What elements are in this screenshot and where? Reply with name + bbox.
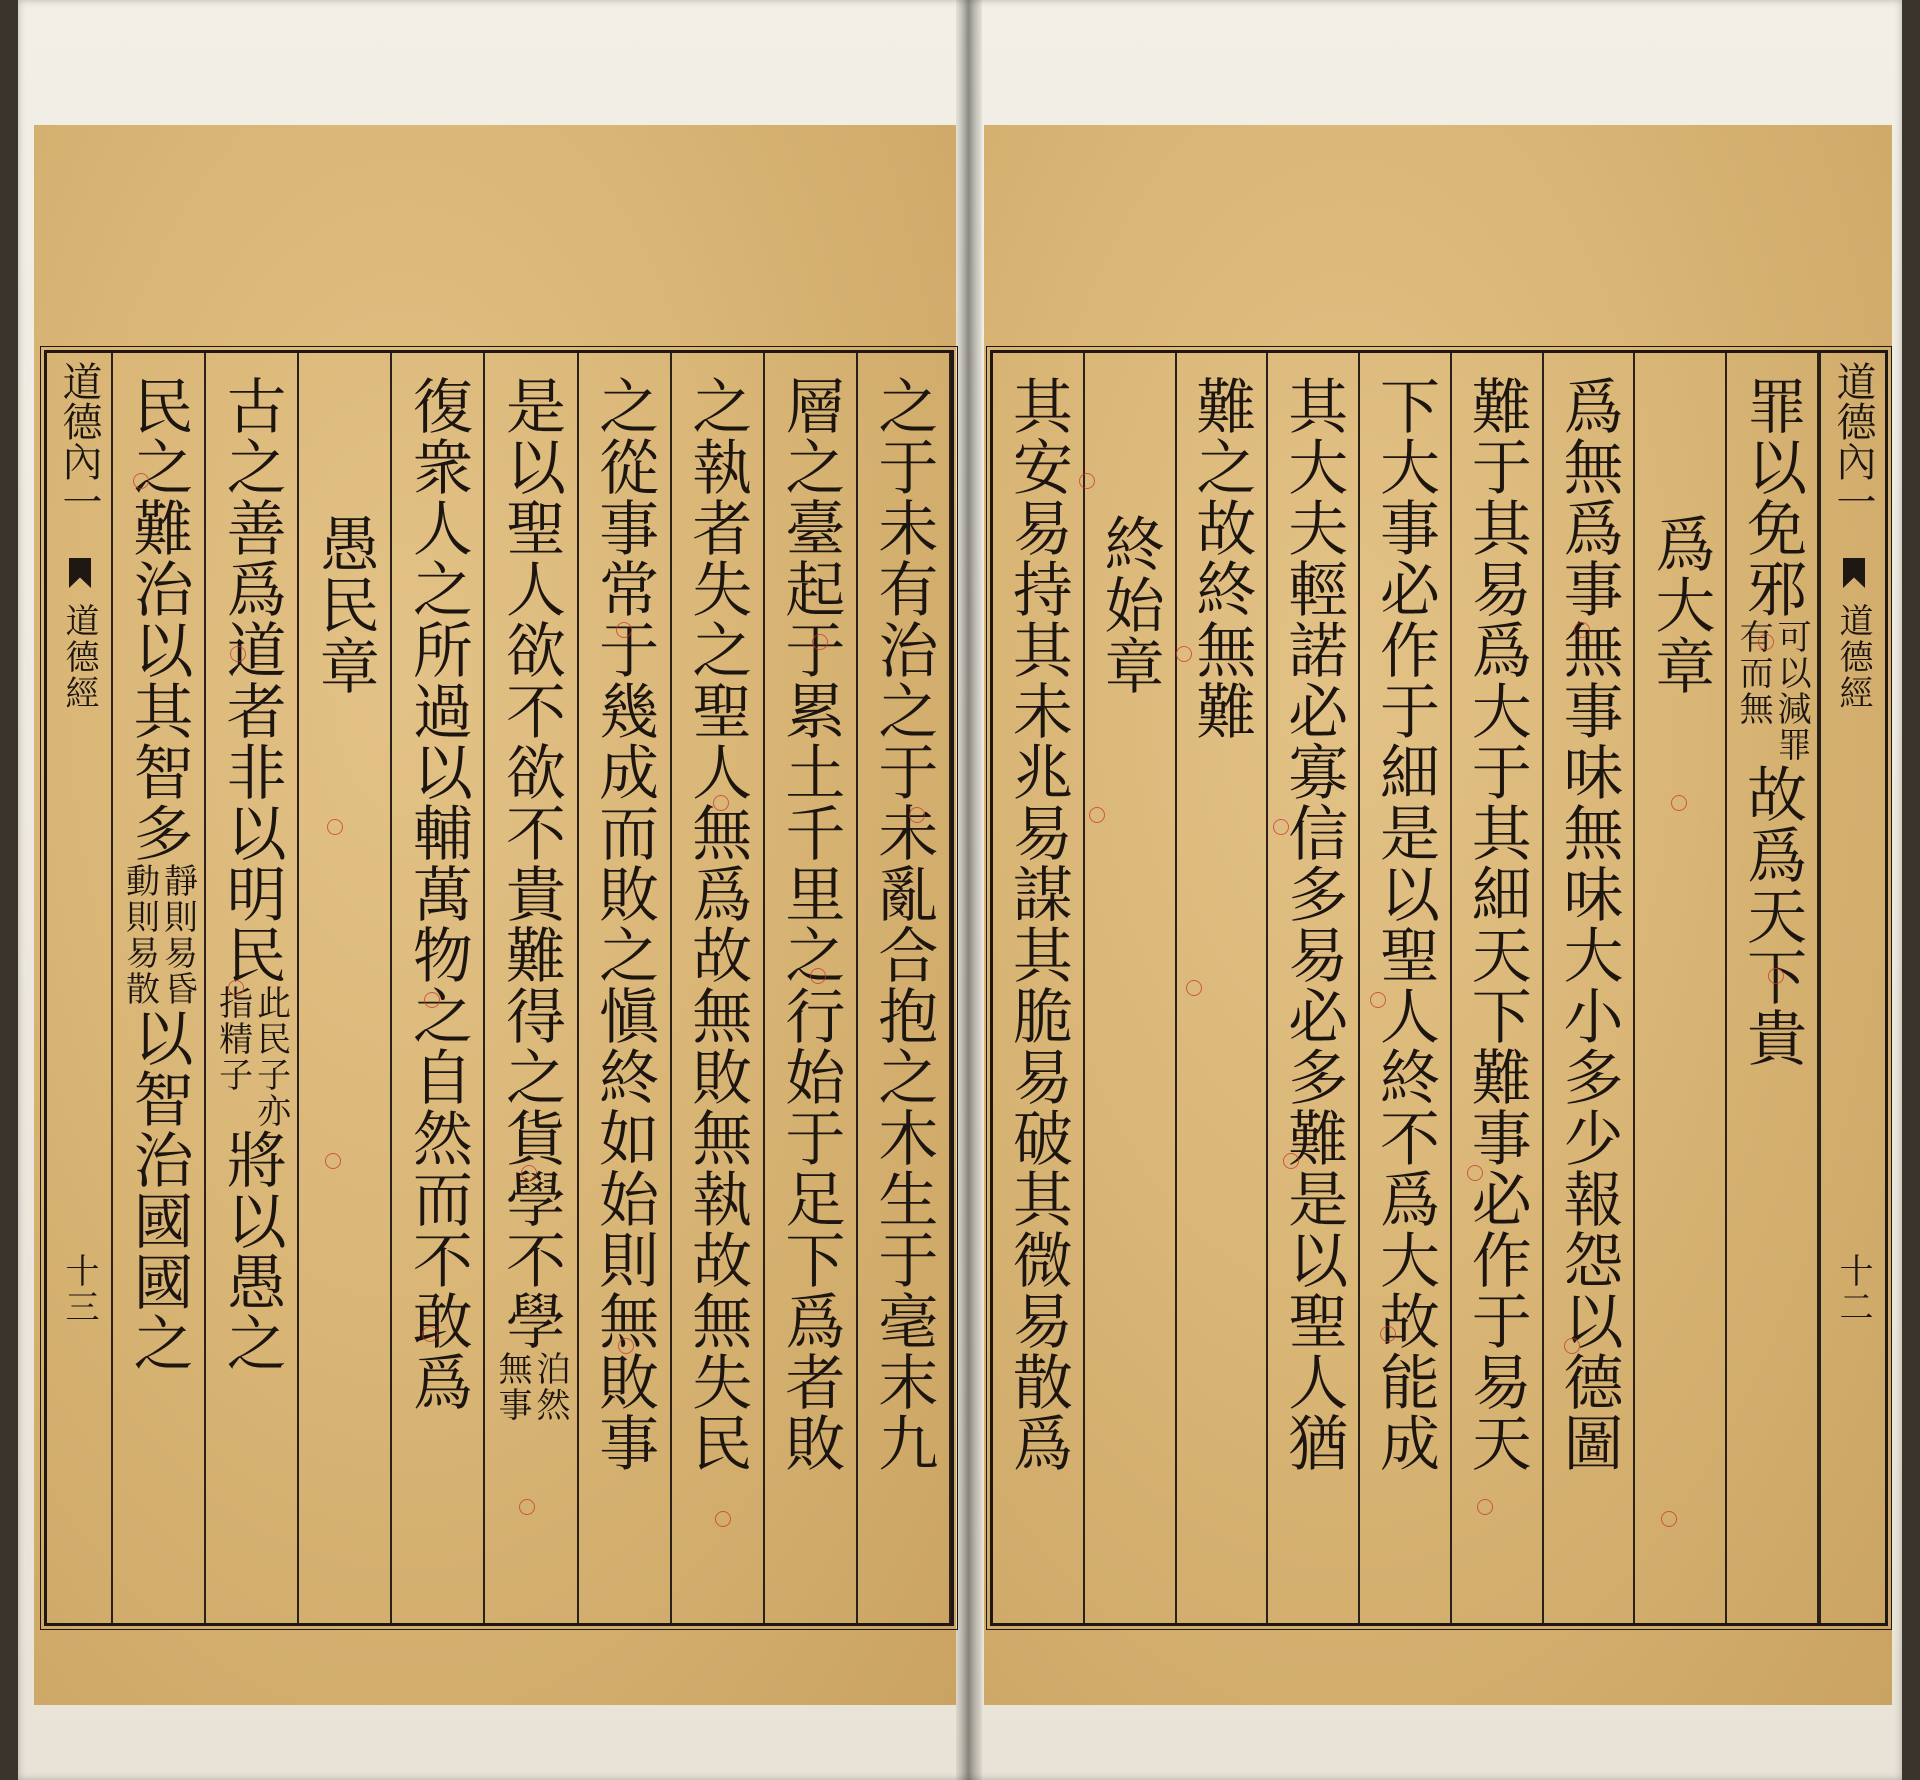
left-note-line: 靜則易昏 [157, 863, 198, 1007]
left-column [672, 353, 765, 1623]
right-column [1635, 353, 1727, 1623]
right-red-punctuation-mark [1671, 795, 1687, 811]
right-main-text: 其安易持其未兆易謀其脆易破其微易散爲 [1002, 375, 1073, 1473]
left-interlinear-note [212, 985, 291, 1129]
left-margin-title: 道德內一 [56, 361, 102, 521]
right-red-punctuation-mark [1176, 646, 1192, 662]
left-main-text: 層之臺起于累土千里之行始于足下爲者敗 [775, 375, 846, 1473]
right-red-punctuation-mark [1564, 1338, 1580, 1354]
left-red-punctuation-mark [230, 646, 246, 662]
left-note-line: 動則易散 [119, 863, 160, 1007]
right-red-punctuation-mark [1186, 980, 1202, 996]
right-column [1268, 353, 1360, 1623]
right-column-text [1186, 375, 1257, 741]
left-main-text-continued: 以智治國國之 [123, 1007, 194, 1373]
left-main-text: 愚民章 [309, 513, 380, 696]
left-column-text [402, 375, 473, 1412]
right-main-text: 其大夫輕諾必寡信多易必多難是以聖人猶 [1278, 375, 1349, 1473]
right-column [1452, 353, 1544, 1623]
right-red-punctuation-mark [1370, 992, 1386, 1008]
left-column-text [682, 375, 753, 1473]
right-column-text [1094, 513, 1165, 696]
left-column [858, 353, 951, 1623]
left-note-line: 泊然 [529, 1351, 570, 1423]
right-column-text [1369, 375, 1440, 1473]
right-red-punctuation-mark [1661, 1511, 1677, 1527]
right-column-text [1461, 375, 1532, 1473]
right-main-text: 爲大章 [1645, 513, 1716, 696]
left-red-punctuation-mark [422, 1326, 438, 1342]
left-column [392, 353, 485, 1623]
right-fishtail-mark [1843, 558, 1865, 588]
left-red-punctuation-mark [713, 795, 729, 811]
left-red-punctuation-mark [618, 1338, 634, 1354]
right-column [1360, 353, 1452, 1623]
left-column-text [589, 375, 660, 1473]
right-column [1727, 353, 1819, 1623]
right-main-text: 爲無爲事無事味無味大小多少報怨以德圖 [1553, 375, 1624, 1473]
left-red-punctuation-mark [424, 992, 440, 1008]
right-main-text: 下大事必作于細是以聖人終不爲大故能成 [1369, 375, 1440, 1473]
right-red-punctuation-mark [1283, 1153, 1299, 1169]
left-note-line: 無事 [491, 1351, 532, 1423]
left-main-text: 之于未有治之于未亂合抱之木生于毫末九 [868, 375, 939, 1473]
left-red-punctuation-mark [715, 1511, 731, 1527]
left-main-text: 復衆人之所過以輔萬物之自然而不敢爲 [402, 375, 473, 1412]
right-margin-column [1819, 353, 1885, 1623]
left-column [485, 353, 578, 1623]
left-red-punctuation-mark [228, 980, 244, 996]
left-red-punctuation-mark [810, 968, 826, 984]
left-column-text [491, 375, 570, 1423]
left-main-text-continued: 將以愚之 [216, 1129, 287, 1373]
left-margin-subtitle: 道德經 [59, 603, 99, 711]
right-column [1544, 353, 1636, 1623]
right-text-frame [990, 350, 1888, 1626]
book-spread [18, 0, 1902, 1780]
left-main-text: 之執者失之聖人無爲故無敗無執故無失民 [682, 375, 753, 1473]
right-margin-subtitle: 道德經 [1833, 603, 1873, 711]
left-column-text [309, 513, 380, 696]
right-main-text: 難于其易爲大于其細天下難事必作于易天 [1461, 375, 1532, 1473]
left-red-punctuation-mark [812, 634, 828, 650]
left-column [206, 353, 299, 1623]
right-column-text [1278, 375, 1349, 1473]
left-red-punctuation-mark [133, 473, 149, 489]
left-fishtail-mark [69, 558, 91, 588]
right-main-text: 罪以免邪 [1737, 375, 1808, 619]
left-red-punctuation-mark [521, 1165, 537, 1181]
left-page [34, 125, 956, 1705]
left-margin-column [47, 353, 113, 1623]
left-note-line: 此民子亦 [250, 985, 291, 1129]
left-interlinear-note [491, 1351, 570, 1423]
right-margin-title: 道德內一 [1830, 361, 1876, 521]
left-column-text [868, 375, 939, 1473]
left-red-punctuation-mark [327, 819, 343, 835]
left-column-text [119, 375, 198, 1373]
book-gutter [956, 0, 982, 1780]
left-column [113, 353, 206, 1623]
right-red-punctuation-mark [1467, 1165, 1483, 1181]
right-main-text-continued: 故爲天下貴 [1737, 763, 1808, 1068]
left-column [299, 353, 392, 1623]
right-red-punctuation-mark [1380, 1326, 1396, 1342]
left-column-text [212, 375, 291, 1373]
right-page [984, 125, 1892, 1705]
right-note-line: 可以減罪 [1771, 619, 1812, 763]
right-red-punctuation-mark [1079, 473, 1095, 489]
left-main-text: 是以聖人欲不欲不貴難得之貨學不學 [495, 375, 566, 1351]
right-red-punctuation-mark [1089, 807, 1105, 823]
left-red-punctuation-mark [616, 622, 632, 638]
right-main-text: 終始章 [1094, 513, 1165, 696]
left-folio-number: 十三 [59, 1253, 99, 1325]
left-interlinear-note [119, 863, 198, 1007]
right-note-line: 有而無 [1733, 619, 1774, 727]
left-column-text [775, 375, 846, 1473]
left-column [765, 353, 858, 1623]
left-red-punctuation-mark [909, 807, 925, 823]
left-note-line: 指精子 [212, 985, 253, 1093]
right-column [1085, 353, 1177, 1623]
left-main-text: 古之善爲道者非以明民 [216, 375, 287, 985]
right-red-punctuation-mark [1477, 1499, 1493, 1515]
right-column-text [1733, 375, 1812, 1068]
right-column-text [1002, 375, 1073, 1473]
left-text-frame [44, 350, 954, 1626]
right-folio-number: 十二 [1833, 1253, 1873, 1325]
right-red-punctuation-mark [1758, 634, 1774, 650]
right-red-punctuation-mark [1273, 819, 1289, 835]
left-red-punctuation-mark [325, 1153, 341, 1169]
left-main-text: 民之難治以其智多 [123, 375, 194, 863]
right-column-text [1553, 375, 1624, 1473]
left-main-text: 之從事常于幾成而敗之愼終如始則無敗事 [589, 375, 660, 1473]
right-column-text [1645, 513, 1716, 696]
right-red-punctuation-mark [1574, 622, 1590, 638]
left-red-punctuation-mark [519, 1499, 535, 1515]
right-column [993, 353, 1085, 1623]
right-red-punctuation-mark [1768, 968, 1784, 984]
left-column [579, 353, 672, 1623]
right-main-text: 難之故終無難 [1186, 375, 1257, 741]
